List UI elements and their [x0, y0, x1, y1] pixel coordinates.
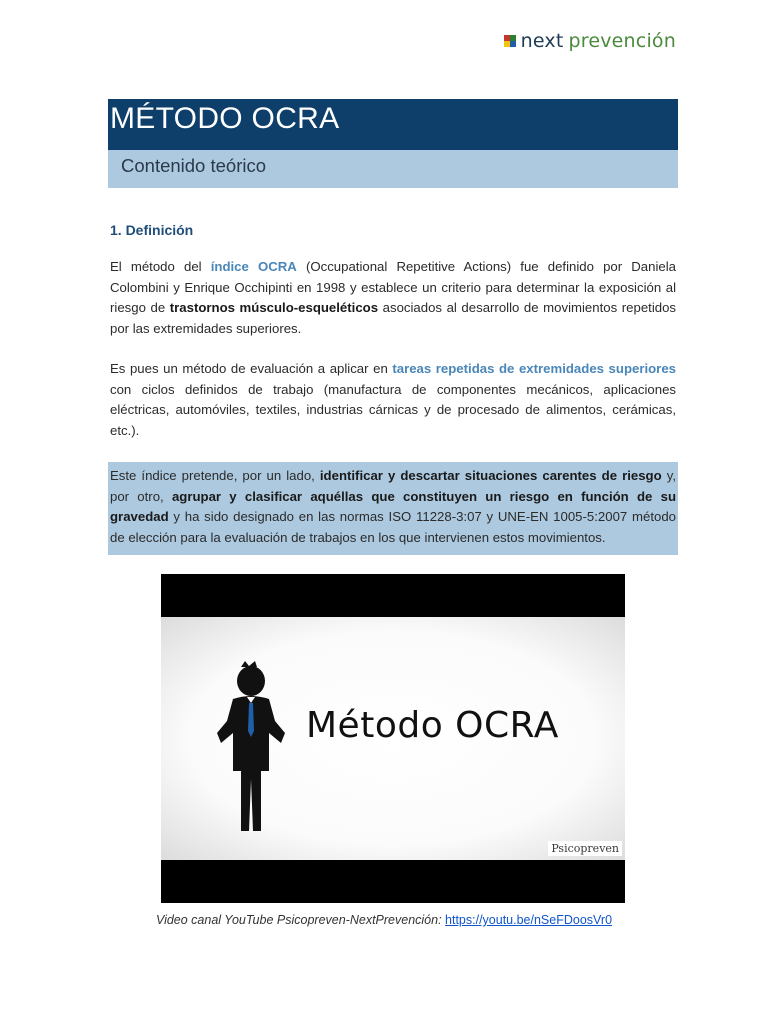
text-run: El método del [110, 259, 211, 274]
logo-mark-icon [504, 35, 516, 47]
page-title: MÉTODO OCRA [110, 102, 340, 135]
text-run: Es pues un método de evaluación a aplicar en [110, 361, 393, 376]
paragraph-purpose [110, 466, 676, 548]
logo-word-next: next [520, 30, 564, 52]
text-run: con ciclos definidos de trabajo (manufactura de componentes mecánicos, aplicaciones eléctricas, automóviles, textiles, industrias cárnicas y de procesado de alimentos, cerámicas, etc.). [110, 381, 676, 438]
paragraph-definition [110, 257, 676, 339]
person-figure-icon [211, 661, 291, 836]
video-watermark: Psicopreven [548, 841, 622, 856]
title-banner [108, 99, 678, 150]
text-run: Este índice pretende, por un lado, [110, 468, 320, 483]
brand-logo [504, 30, 676, 52]
youtube-link[interactable]: https://youtu.be/nSeFDoosVr0 [445, 913, 613, 927]
section-heading: 1. Definición [110, 222, 194, 238]
text-run: y, por otro, [110, 468, 676, 504]
video-frame[interactable] [161, 617, 625, 860]
video-title: Método OCRA [306, 705, 559, 746]
caption-text: Video canal YouTube Psicopreven-NextPrevención: [155, 913, 446, 927]
text-run: asociados al desarrollo de movimientos repetidos por las extremidades superiores. [110, 300, 677, 336]
bold-term: identificar y descartar situaciones carentes de riesgo [319, 468, 662, 483]
paragraph-application [110, 359, 676, 441]
text-run: y ha sido designado en las normas ISO 11228-3:07 y UNE-EN 1005-5:2007 método de elección para la evaluación de trabajos en los que intervienen estos movimientos. [110, 509, 676, 545]
repetitive-tasks-link[interactable]: tareas repetidas de extremidades superiores [392, 361, 676, 376]
logo-word-prevencion: prevención [568, 30, 676, 52]
video-player[interactable] [161, 574, 625, 903]
index-ocra-link[interactable]: índice OCRA [210, 259, 297, 274]
bold-term: agrupar y clasificar aquéllas que constituyen un riesgo en función de su gravedad [110, 488, 676, 524]
page-subtitle: Contenido teórico [121, 155, 267, 176]
video-caption [0, 913, 768, 927]
bold-term: trastornos músculo-esqueléticos [169, 300, 379, 315]
text-run: (Occupational Repetitive Actions) fue definido por Daniela Colombini y Enrique Occhipinti en 1998 y establece un criterio para determinar la exposición al riesgo de [110, 259, 676, 315]
subtitle-banner [108, 150, 678, 188]
